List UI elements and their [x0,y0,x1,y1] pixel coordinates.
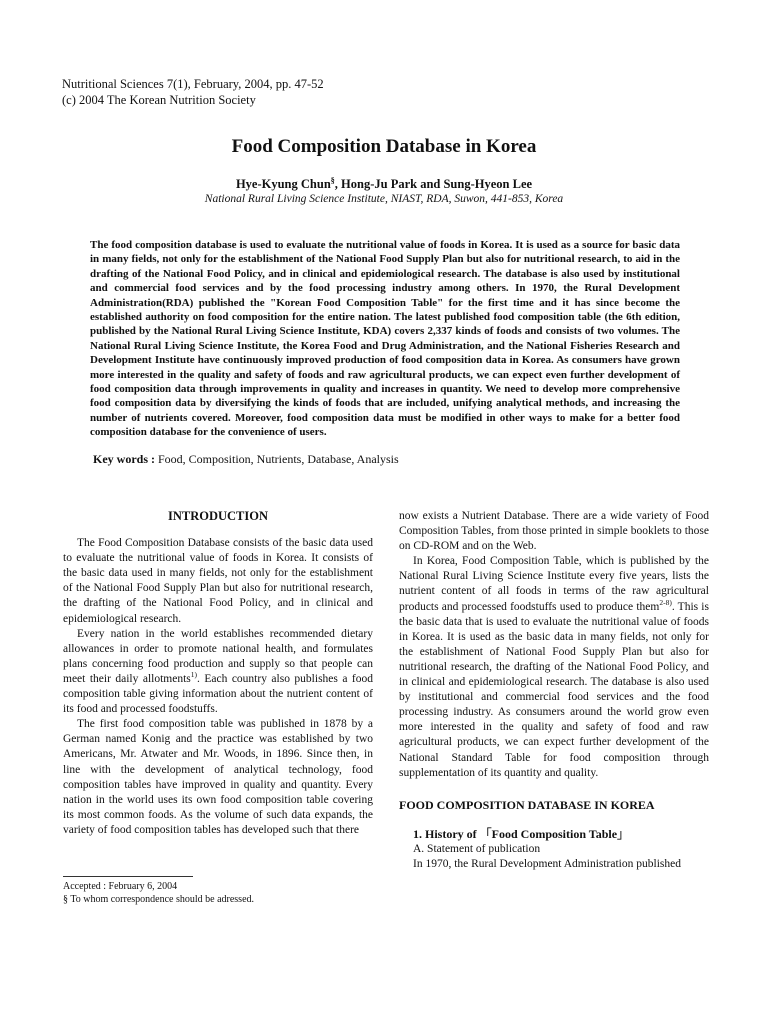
right-paragraph-1: now exists a Nutrient Database. There are a wide variety of Food Composition Tables, from those printed in simple booklets to those on CD-ROM and on the Web. [399,510,709,553]
intro-paragraph-2 [63,627,373,718]
right-p2-text-b: . This is the basic data that is used to evaluate the nutritional value of foods in Korea. It is used as the basic data in many fields, not only for the establishment of National Food Supply Plan but also for nutritional research, the drafting of the National Food Policy, and in clinical and epidemiological research. The database is also used by institutional and commercial food services and the food processing industry. As consumers around the world grow even more interested in the quality and safety of food and raw agricultural products, we can expect further development of the National Standard Table for food composition through supplementation of its quantity and quality. [399,600,709,779]
right-paragraph-2 [399,554,709,780]
journal-header [62,76,324,108]
other-authors: , Hong-Ju Park and Sung-Hyeon Lee [334,177,533,191]
right-paragraph-3: In 1970, the Rural Development Administration published [413,857,681,870]
subsection-a-heading: A. Statement of publication [413,842,541,855]
citation-ref: 2-8) [659,597,672,607]
left-column [63,509,373,838]
affiliation: National Rural Living Science Institute, NIAST, RDA, Suwon, 441-853, Korea [204,193,564,205]
right-p2-text-a: In Korea, Food Composition Table, which is published by the National Rural Living Science Institute every five years, lists the nutrient content of all foods in terms of the raw agricultural products and processed foodstuffs used to produce them [399,555,709,613]
abstract: The food composition database is used to evaluate the nutritional value of foods in Korea. It is used as a source for basic data in many fields, not only for the establishment of the National Food Supply Plan but also for nutritional research, to aid in the drafting of the National Food Policy, and in clinical and epidemiological research. The database is also used by institutional and commercial food services and by the food processing industry among others. In 1970, the Rural Development Administration(RDA) published the "Korean Food Composition Table" for the first time and it has since become the established authority on food composition for the entire nation. The latest published food composition table (the 6th edition, published by the National Rural Living Science Institute, KDA) covers 2,337 kinds of foods and consists of two volumes. The National Rural Living Science Institute, the Korea Food and Drug Administration, and the National Fisheries Research and Development Institute have continuously improved production of food composition data in Korea. As consumers have grown more interested in the quality and safety of foods and raw agricultural products, we can expect even further development of food composition data through improvements in quality and increases in quantity. We need to develop more comprehensive food composition data by diversifying the kinds of foods that are included, unifying analytical methods, and increasing the number of nutrients covered. Moreover, food composition data must be modified in other ways to make for a better food composition database for the convenience of users. [90,239,680,439]
keywords-text: Food, Composition, Nutrients, Database, Analysis [155,452,399,466]
first-author: Hye-Kyung Chun [235,177,331,191]
subsection-heading-history: 1. History of 「Food Composition Table」 [413,826,630,841]
correspondence-mark: § [330,175,335,185]
intro-p2-text-a: Every nation in the world establishes recommended dietary allowances in order to promote national health, and formulates plans concerning food production and supply so that people can meet their daily allotments [63,627,373,685]
keywords-label: Key words : [93,452,155,466]
journal-citation: Nutritional Sciences 7(1), February, 2004, pp. 47-52 [62,77,324,91]
intro-p2-text-b: . Each country also publishes a food composition table giving information about the nutrient content of its food and processed foodstuffs. [63,672,374,716]
copyright-line: (c) 2004 The Korean Nutrition Society [62,93,256,107]
paper-title: Food Composition Database in Korea [231,136,537,157]
introduction-heading: INTRODUCTION [167,509,268,523]
section-heading-database: FOOD COMPOSITION DATABASE IN KOREA [399,797,655,812]
correspondence-note: § To whom correspondence should be adressed. [63,894,255,905]
keywords [93,452,399,467]
footnote-divider [63,876,193,877]
accepted-date: Accepted : February 6, 2004 [63,881,178,892]
intro-paragraph-1: The Food Composition Database consists of the basic data used to evaluate the nutritional value of foods in Korea. It consists of the basic data used in many fields, not only for the establishment of the National Food Supply Plan but also for nutritional research, the drafting of the National Food Policy, and in clinical and epidemiological research. [63,537,373,625]
right-column [399,509,709,872]
intro-paragraph-3: The first food composition table was published in 1878 by a German named Konig and the practice was established by two Americans, Mr. Atwater and Mr. Woods, in 1896. Since then, in line with the development of analytical technology, food composition tables have improved in quality and quantity. Every nation in the world uses its own food composition table covering its most common foods. As the volume of such data expands, the variety of food composition tables has developed such that there [63,718,373,836]
footnotes [63,880,254,906]
citation-ref: 1) [190,670,198,680]
author-list [0,177,768,192]
